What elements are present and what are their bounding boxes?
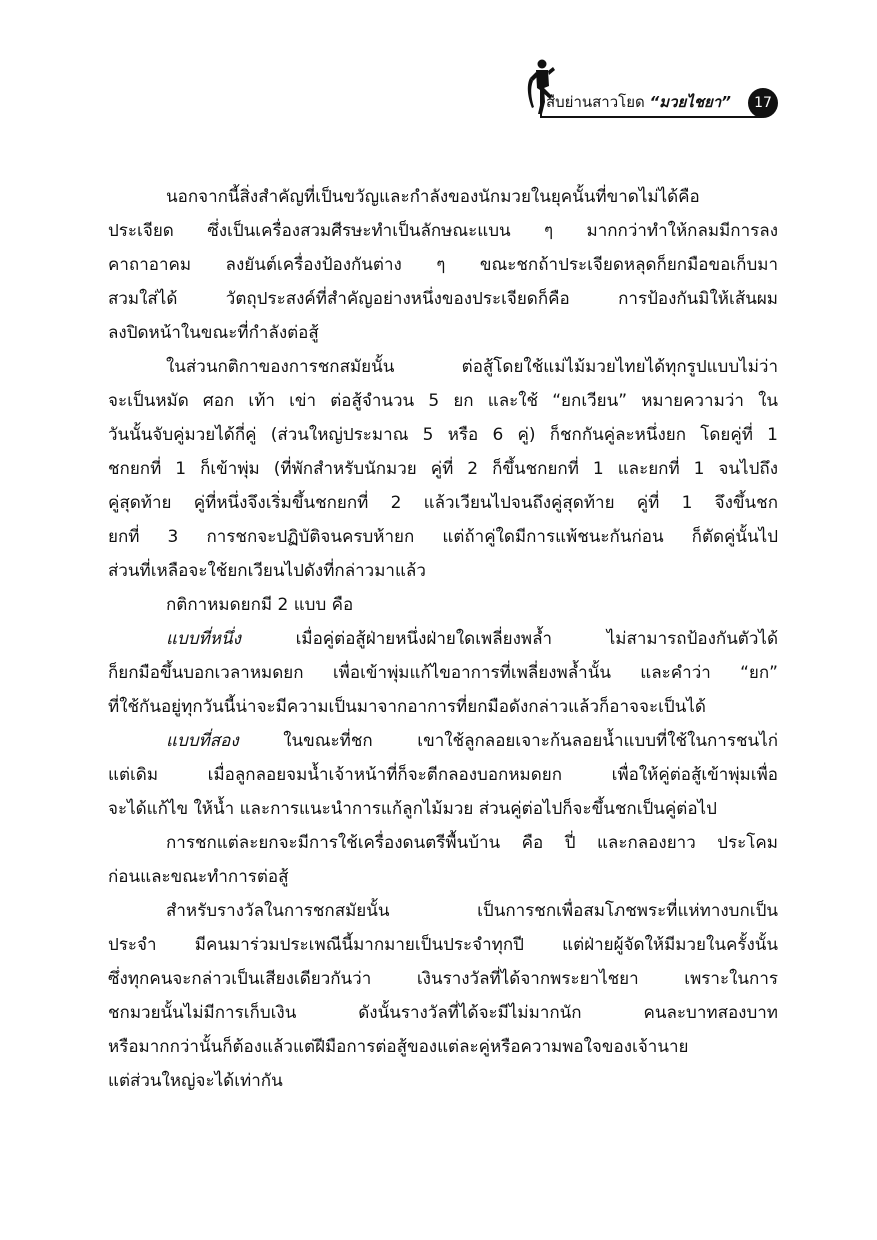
text-line: คู่สุดท้าย คู่ที่หนึ่งจึงเริ่มขึ้นชกยกที่ 2 แล้วเวียนไปจนถึงคู่สุดท้าย คู่ที่ 1 จึงขึ้นชก (108, 493, 778, 513)
text-line: ก็ยกมือขึ้นบอกเวลาหมดยก เพื่อเข้าพุ่มแก้ไขอาการที่เพลี่ยงพล้ำนั้น และคำว่า “ยก” (108, 663, 778, 683)
text-line: จะได้แก้ไข ให้น้ำ และการแนะนำการแก้ลูกไม้มวย ส่วนคู่ต่อไปก็จะขึ้นชกเป็นคู่ต่อไป (108, 799, 717, 819)
text-line: ก่อนและขณะทำการต่อสู้ (108, 867, 289, 887)
header-title-emphasis: “มวยไชยา” (649, 93, 731, 111)
text-line: กติกาหมดยกมี 2 แบบ คือ (166, 595, 354, 615)
running-header (516, 58, 778, 118)
text-line: สวมใส่ได้ วัตถุประสงค์ที่สำคัญอย่างหนึ่งของประเจียดก็คือ การป้องกันมิให้เส้นผม (108, 289, 778, 309)
text-line: แต่เดิม เมื่อลูกลอยจมน้ำเจ้าหน้าที่ก็จะตีกลองบอกหมดยก เพื่อให้คู่ต่อสู้เข้าพุ่มเพื่อ (108, 765, 778, 785)
header-title-plain: สืบย่านสาวโยด (546, 93, 645, 111)
header-vertical-rule (540, 88, 542, 118)
text-line-rest: เมื่อคู่ต่อสู้ฝ่ายหนึ่งฝ่ายใดเพลี่ยงพล้ำ ไม่สามารถป้องกันตัวได้ (295, 629, 778, 649)
text-line: ชกมวยนั้นไม่มีการเก็บเงิน ดังนั้นรางวัลที่ได้จะมีไม่มากนัก คนละบาทสองบาท (108, 1003, 778, 1023)
body-text (108, 180, 778, 1098)
emphasis-type-one: แบบที่หนึ่ง (166, 629, 241, 649)
text-line-rest: ในขณะที่ชก เขาใช้ลูกลอยเจาะก้นลอยน้ำแบบที่ใช้ในการชนไก่ (283, 731, 778, 751)
text-line: แต่ส่วนใหญ่จะได้เท่ากัน (108, 1071, 283, 1091)
text-line: วันนั้นจับคู่มวยได้กี่คู่ (ส่วนใหญ่ประมาณ 5 หรือ 6 คู่) ก็ชกกันคู่ละหนึ่งยก โดยคู่ที่ 1 (108, 425, 778, 445)
text-line: ซึ่งทุกคนจะกล่าวเป็นเสียงเดียวกันว่า เงินรางวัลที่ได้จากพระยาไชยา เพราะในการ (108, 969, 778, 989)
header-rule (540, 116, 762, 118)
text-line: ส่วนที่เหลือจะใช้ยกเวียนไปดังที่กล่าวมาแล้ว (108, 561, 426, 581)
text-line: หรือมากกว่านั้นก็ต้องแล้วแต่ฝีมือการต่อสู้ของแต่ละคู่หรือความพอใจของเจ้านาย (108, 1037, 689, 1057)
text-line: ยกที่ 3 การชกจะปฏิบัติจนครบห้ายก แต่ถ้าคู่ใดมีการแพ้ชนะกันก่อน ก็ตัดคู่นั้นไป (108, 527, 778, 547)
text-line (108, 622, 778, 656)
text-line: สำหรับรางวัลในการชกสมัยนั้น เป็นการชกเพื่อสมโภชพระที่แห่ทางบกเป็น (166, 901, 778, 921)
text-line: การชกแต่ละยกจะมีการใช้เครื่องดนตรีพื้นบ้าน คือ ปี่ และกลองยาว ประโคม (166, 833, 778, 853)
text-line: ลงปิดหน้าในขณะที่กำลังต่อสู้ (108, 323, 319, 343)
text-line: จะเป็นหมัด ศอก เท้า เข่า ต่อสู้จำนวน 5 ยก และใช้ “ยกเวียน” หมายความว่า ใน (108, 391, 778, 411)
text-line: ในส่วนกติกาของการชกสมัยนั้น ต่อสู้โดยใช้แม่ไม้มวยไทยได้ทุกรูปแบบไม่ว่า (166, 357, 778, 377)
text-line: ประจำ มีคนมาร่วมประเพณีนี้มากมายเป็นประจำทุกปี แต่ฝ่ายผู้จัดให้มีมวยในครั้งนั้น (108, 935, 778, 955)
text-line: นอกจากนี้สิ่งสำคัญที่เป็นขวัญและกำลังของนักมวยในยุคนั้นที่ขาดไม่ได้คือ (166, 187, 700, 207)
text-line: คาถาอาคม ลงยันต์เครื่องป้องกันต่าง ๆ ขณะชกถ้าประเจียดหลุดก็ยกมือขอเก็บมา (108, 255, 778, 275)
text-line: ประเจียด ซึ่งเป็นเครื่องสวมศีรษะทำเป็นลักษณะแบน ๆ มากกว่าทำให้กลมมีการลง (108, 221, 778, 241)
header-title (546, 92, 731, 112)
text-line: ที่ใช้กันอยู่ทุกวันนี้น่าจะมีความเป็นมาจากอาการที่ยกมือดังกล่าวแล้วก็อาจจะเป็นได้ (108, 697, 706, 717)
text-line: ชกยกที่ 1 ก็เข้าพุ่ม (ที่พักสำหรับนักมวย คู่ที่ 2 ก็ขึ้นชกยกที่ 1 และยกที่ 1 จนไปถึง (108, 459, 778, 479)
text-line (108, 724, 778, 758)
page-number-badge: 17 (748, 88, 778, 118)
emphasis-type-two: แบบที่สอง (166, 731, 239, 751)
